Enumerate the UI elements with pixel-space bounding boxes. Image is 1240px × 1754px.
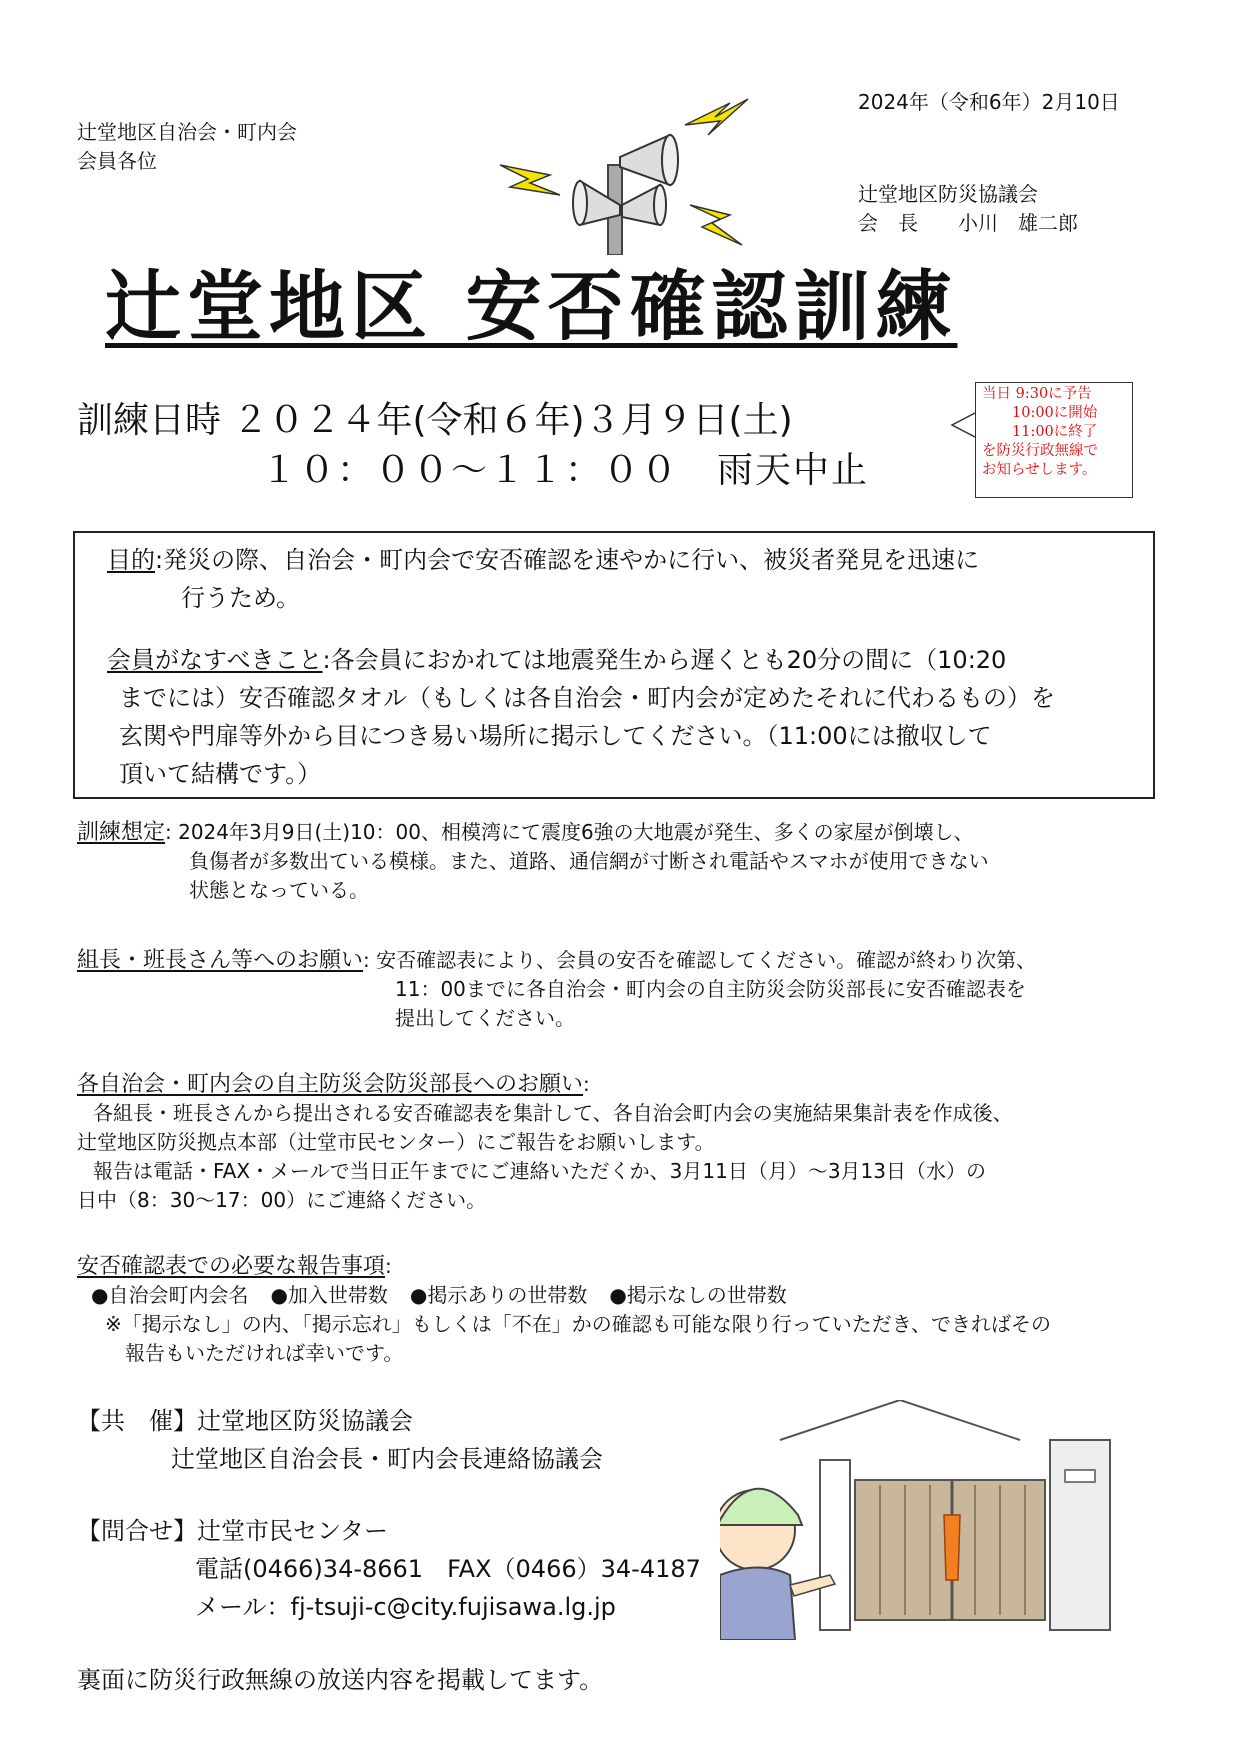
callout-line: お知らせします。: [982, 462, 1097, 478]
contact-section: [77, 1512, 701, 1626]
heads-text4: 日中（8：30～17：00）にご連絡ください。: [77, 1188, 487, 1212]
issue-date: 2024年（令和6年）2月10日: [858, 90, 1120, 114]
scenario-text3: 状態となっている。: [189, 878, 369, 902]
host-line2: 辻堂地区自治会長・町内会長連絡協議会: [171, 1445, 603, 1473]
report-items: [77, 1281, 1177, 1310]
sender-org: 辻堂地区防災協議会: [858, 182, 1038, 206]
schedule: [77, 396, 869, 496]
leaders-text2: 11：00までに各自治会・町内会の自主防災会防災部長に安否確認表を: [395, 977, 1026, 1001]
scenario-section: [77, 818, 1177, 905]
todo-label: 会員がなすべきこと: [107, 646, 323, 674]
heads-text1: 各組長・班長さんから提出される安否確認表を集計して、各自治会町内会の実施結果集計表を作成後、: [93, 1101, 1013, 1125]
todo-section: [107, 641, 1147, 793]
contact-phone: 電話(0466)34-8661 FAX（0466）34-4187: [195, 1555, 701, 1583]
todo-text3: 玄関や門扉等外から目につき易い場所に掲示してください。（11:00には撤収して: [119, 722, 992, 750]
scenario-text2: 負傷者が多数出ている模様。また、道路、通信網が寸断され電話やスマホが使用できない: [189, 849, 989, 873]
callout-line: 当日 9:30に予告: [982, 386, 1092, 402]
schedule-line1: 訓練日時 ２０２４年(令和６年)３月９日(土): [77, 400, 793, 441]
leaders-section: [77, 946, 1177, 1033]
purpose-text2: 行うため。: [181, 584, 301, 612]
recipient-line2: 会員各位: [77, 149, 157, 173]
page-title: 辻堂地区 安否確認訓練: [105, 262, 958, 351]
purpose-label: 目的: [107, 546, 155, 574]
heads-section: [77, 1070, 1177, 1215]
scenario-label: 訓練想定: [77, 820, 166, 845]
report-label: 安否確認表での必要な報告事項: [77, 1254, 386, 1279]
todo-text4: 頂いて結構です。）: [119, 760, 322, 788]
sender-block: [858, 180, 1078, 238]
gate-illustration: [720, 1400, 1160, 1640]
report-item: ●自治会町内会名: [91, 1283, 249, 1307]
loudspeaker-illustration: [480, 95, 760, 255]
report-item: ●加入世帯数: [270, 1283, 388, 1307]
report-item: ●掲示ありの世帯数: [409, 1283, 588, 1307]
schedule-line2: １０：００～１１：００ 雨天中止: [261, 450, 870, 491]
recipient-line1: 辻堂地区自治会・町内会: [77, 120, 297, 144]
purpose-section: [107, 541, 1147, 617]
purpose-text1: :発災の際、自治会・町内会で安否確認を速やかに行い、被災者発見を迅速に: [155, 546, 980, 574]
sender-name: 会 長 小川 雄二郎: [858, 211, 1078, 235]
scenario-text1: : 2024年3月9日(土)10：00、相模湾にて震度6強の大地震が発生、多くの家屋が倒壊し、: [165, 820, 974, 844]
purpose-box: [73, 531, 1155, 799]
todo-text1: :各会員におかれては地震発生から遅くとも20分の間に（10:20: [322, 646, 1007, 674]
report-section: [77, 1252, 1177, 1368]
broadcast-callout: [975, 382, 1133, 498]
footer-note: 裏面に防災行政無線の放送内容を掲載してます。: [77, 1666, 604, 1694]
report-note1: ※「掲示なし」の内、「掲示忘れ」もしくは「不在」かの確認も可能な限り行っていただき、できればその: [105, 1312, 1051, 1336]
heads-colon: :: [583, 1072, 590, 1096]
leaders-text3: 提出してください。: [395, 1006, 575, 1030]
heads-text3: 報告は電話・FAX・メールで当日正午までにご連絡いただくか、3月11日（月）～3月13日（水）の: [93, 1159, 986, 1183]
callout-line: 11:00に終了: [1012, 424, 1098, 440]
callout-line: 10:00に開始: [1012, 405, 1098, 421]
leaders-text1: : 安否確認表により、会員の安否を確認してください。確認が終わり次第、: [363, 948, 1037, 972]
callout-line: を防災行政無線で: [982, 443, 1098, 459]
report-colon: :: [385, 1254, 392, 1278]
host-label: 【共 催】辻堂地区防災協議会: [77, 1407, 413, 1435]
report-item: ●掲示なしの世帯数: [609, 1283, 787, 1307]
contact-label: 【問合せ】辻堂市民センター: [77, 1517, 389, 1545]
leaders-label: 組長・班長さん等へのお願い: [77, 948, 364, 973]
heads-label: 各自治会・町内会の自主防災会防災部長へのお願い: [77, 1072, 584, 1097]
heads-text2: 辻堂地区防災拠点本部（辻堂市民センター）にご報告をお願いします。: [77, 1130, 715, 1154]
report-note2: 報告もいただければ幸いです。: [125, 1341, 404, 1365]
todo-text2: までには）安否確認タオル（もしくは各自治会・町内会が定めたそれに代わるもの）を: [119, 684, 1055, 712]
host-section: [77, 1402, 603, 1478]
recipient-block: [77, 118, 297, 176]
contact-mail[interactable]: メール：fj-tsuji-c@city.fujisawa.lg.jp: [195, 1593, 616, 1621]
